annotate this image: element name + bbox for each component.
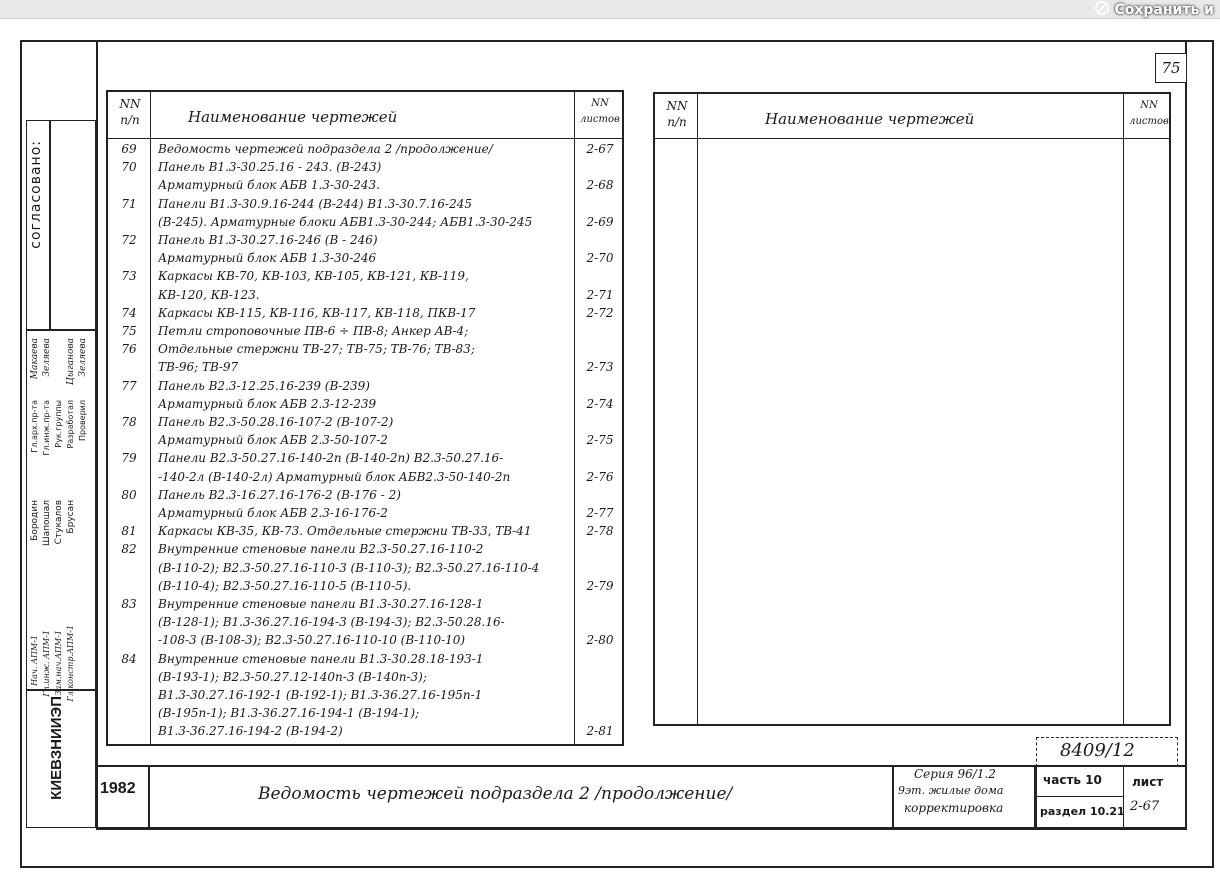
row-title: В1.3-30.27.16-192-1 (В-192-1); В1.3-36.27.16-195п-1	[158, 688, 483, 702]
row-title: Панель В2.3-16.27.16-176-2 (В-176 - 2)	[158, 487, 401, 502]
row-sheet: 2-74	[586, 396, 614, 411]
row-number: 75	[121, 324, 137, 338]
row-title: Петли строповочные ПВ-6 ÷ ПВ-8; Анкер АВ-4;	[158, 324, 469, 338]
row-title: Арматурный блок АБВ 2.3-12-239	[158, 396, 377, 411]
drawings-table-right	[653, 92, 1171, 726]
sheet-value: 2-67	[1130, 799, 1160, 814]
row-sheet: 2-67	[586, 142, 614, 156]
name2-3: Цыганова	[66, 338, 76, 386]
row-sheet: 2-80	[586, 633, 614, 648]
series-line-3: корректировка	[904, 801, 1004, 815]
row-title: Отдельные стержни ТВ-27; ТВ-75; ТВ-76; ТВ-83;	[158, 342, 475, 357]
row-title: Внутренние стеновые панели В2.3-50.27.16-110-2	[158, 542, 484, 557]
row-title: Панели В2.3-50.27.16-140-2п (В-140-2п) В2.3-50.27.16-	[158, 451, 504, 466]
row-title: -140-2л (В-140-2л) Арматурный блок АБВ2.3-50-140-2п	[158, 469, 511, 484]
section-label: раздел 10.21	[1040, 805, 1125, 818]
row-number: 76	[121, 342, 137, 357]
part-label: часть 10	[1043, 773, 1102, 787]
org-name: КИЕВЗНИИЭП	[48, 696, 65, 800]
name2-4: Зеляева	[78, 338, 88, 377]
agreed-signatures	[50, 120, 96, 330]
series-line-2: 9эт. жилые дома	[898, 784, 1004, 797]
row-title: Панель В2.3-12.25.16-239 (В-239)	[158, 378, 370, 393]
row-number: 84	[121, 651, 137, 666]
role2-5: Проверил	[78, 400, 87, 442]
row-number: 81	[121, 524, 137, 539]
sheet-label: лист	[1132, 775, 1164, 789]
row-title: (В-195п-1); В1.3-36.27.16-194-1 (В-194-1);	[158, 706, 420, 721]
row-sheet: 2-70	[586, 251, 614, 266]
row-title: Внутренние стеновые панели В1.3-30.27.16-128-1	[158, 597, 484, 611]
left-stamp	[22, 40, 96, 828]
name-3: Стукалов	[54, 500, 64, 545]
name-1: Бородин	[30, 500, 40, 541]
role-2: Гл.инж. АПМ-1	[42, 630, 51, 697]
row-title: Арматурный блок АБВ 2.3-50-107-2	[158, 433, 388, 448]
header-sheets: NN листов	[580, 98, 620, 125]
header-sheets-right: NN листов	[1129, 100, 1169, 127]
save-button[interactable]	[1095, 0, 1214, 20]
row-title: КВ-120, КВ-123.	[158, 287, 260, 302]
header-num: NN п/п	[119, 97, 141, 127]
header-name-right: Наименование чертежей	[765, 110, 975, 128]
title-text: Ведомость чертежей подраздела 2 /продолжение/	[258, 784, 733, 804]
doc-number: 8409/12	[1060, 740, 1135, 761]
row-sheet: 2-72	[586, 305, 614, 320]
name-2: Шапошал	[42, 500, 52, 547]
row-title: Арматурный блок АБВ 1.3-30-246	[158, 251, 377, 266]
row-number: 80	[121, 487, 137, 502]
row-sheet: 2-71	[586, 287, 614, 302]
row-number: 70	[121, 160, 137, 175]
row-title: Внутренние стеновые панели В1.3-30.28.18-193-1	[158, 651, 484, 666]
row-number: 72	[121, 233, 137, 247]
row-sheet: 2-73	[586, 360, 614, 375]
series-line-1: Серия 96/1.2	[914, 767, 996, 781]
row-sheet: 2-81	[586, 724, 614, 739]
sheet-number: 75	[1155, 53, 1187, 83]
row-number: 83	[121, 597, 137, 611]
header-num-right: NN п/п	[666, 99, 688, 129]
row-number: 71	[121, 196, 137, 211]
row-title: Ведомость чертежей подраздела 2 /продолжение/	[158, 142, 493, 156]
name2-2: Зеляева	[42, 338, 52, 377]
row-number: 73	[121, 269, 137, 284]
row-title: Панель В1.3-30.25.16 - 243. (В-243)	[158, 160, 382, 175]
row-title: (В-245). Арматурные блоки АБВ1.3-30-244; АБВ1.3-30-245	[158, 214, 533, 229]
row-number: 82	[121, 542, 137, 557]
role2-4: Разработал	[66, 400, 75, 449]
row-number: 69	[121, 142, 137, 156]
row-title: Каркасы КВ-70, КВ-103, КВ-105, КВ-121, КВ-119,	[158, 269, 469, 284]
row-title: (В-110-2); В2.3-50.27.16-110-3 (В-110-3); В2.3-50.27.16-110-4	[158, 560, 540, 575]
row-number: 74	[121, 305, 137, 320]
row-title: -108-3 (В-108-3); В2.3-50.27.16-110-10 (В-110-10)	[158, 633, 466, 648]
name2-1: Макаева	[30, 338, 40, 380]
row-sheet: 2-77	[586, 506, 614, 520]
row-sheet: 2-68	[586, 178, 614, 193]
row-sheet: 2-79	[586, 578, 614, 593]
row-title: ТВ-96; ТВ-97	[158, 360, 239, 375]
role2-2: Гл.инж.пр-та	[42, 400, 51, 456]
row-number: 78	[121, 415, 137, 429]
row-title: В1.3-36.27.16-194-2 (В-194-2)	[158, 724, 343, 739]
agreed-label: согласовано:	[28, 140, 44, 249]
row-sheet: 2-78	[586, 524, 614, 539]
row-sheet: 2-69	[586, 214, 614, 229]
role-3: Зам.нач.АПМ-1	[54, 630, 63, 696]
save-button-label: Сохранить и	[1114, 2, 1214, 18]
row-title: Панель В2.3-50.28.16-107-2 (В-107-2)	[158, 415, 394, 429]
role2-1: Гл.арх.пр-та	[30, 400, 39, 453]
role-4: Гл.констр.АПМ-1	[66, 625, 75, 702]
row-title: (В-128-1); В1.3-36.27.16-194-3 (В-194-3); В2.3-50.28.16-	[158, 615, 505, 630]
row-title: Панели В1.3-30.9.16-244 (В-244) В1.3-30.7.16-245	[158, 196, 473, 211]
save-link-icon	[1095, 1, 1109, 19]
top-toolbar	[0, 0, 1220, 19]
role-1: Нач. АПМ-1	[30, 635, 39, 686]
row-title: Каркасы КВ-35, КВ-73. Отдельные стержни ТВ-33, ТВ-41	[158, 524, 532, 539]
row-sheet: 2-76	[586, 469, 614, 484]
drawings-table-left	[106, 90, 624, 746]
row-title: (В-110-4); В2.3-50.27.16-110-5 (В-110-5).	[158, 578, 412, 593]
name-4: Брусан	[66, 500, 76, 534]
row-title: Каркасы КВ-115, КВ-116, КВ-117, КВ-118, ПКВ-17	[158, 305, 476, 320]
row-title: Панель В1.3-30.27.16-246 (В - 246)	[158, 233, 378, 247]
row-title: Арматурный блок АБВ 1.3-30-243.	[158, 178, 381, 193]
row-sheet: 2-75	[586, 433, 614, 448]
header-name: Наименование чертежей	[188, 108, 398, 126]
role2-3: Рук.группы	[54, 400, 63, 448]
row-title: Арматурный блок АБВ 2.3-16-176-2	[158, 506, 388, 520]
row-number: 77	[121, 378, 137, 393]
year: 1982	[100, 780, 136, 797]
row-title: (В-193-1); В2.3-50.27.12-140п-3 (В-140п-3);	[158, 669, 427, 684]
row-number: 79	[121, 451, 137, 466]
